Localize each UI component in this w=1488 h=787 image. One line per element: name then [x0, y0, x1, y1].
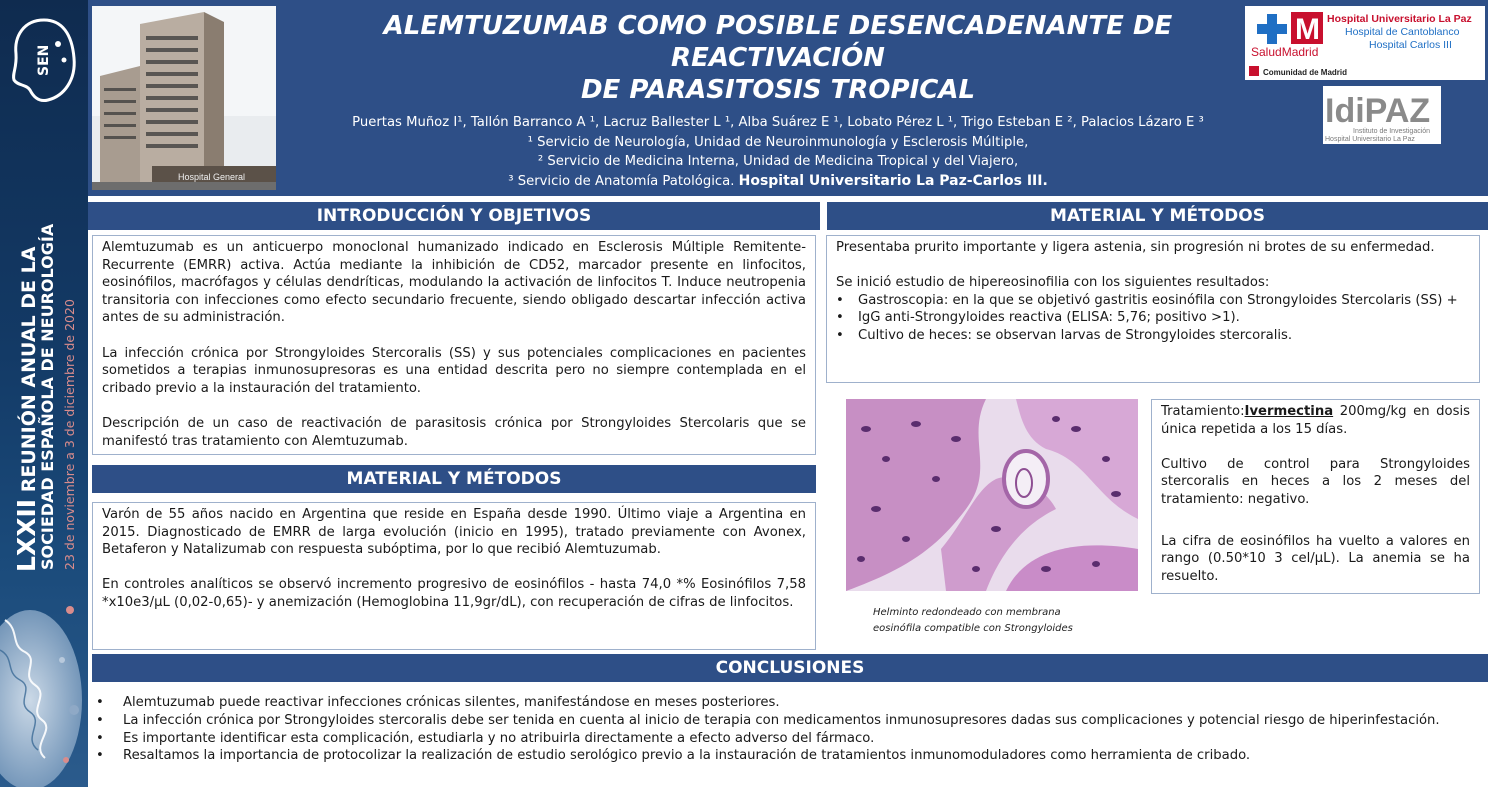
hospital-building-photo — [92, 6, 276, 190]
treatment-paragraph: Tratamiento:Ivermectina 200mg/kg en dosis única repetida a los 15 días. — [1161, 404, 1470, 437]
title-line-3: DE PARASITOSIS TROPICAL — [580, 75, 976, 105]
treatment-drug: Ivermectina — [1244, 404, 1334, 419]
conclusion-item: • Es importante identificar esta complicación, estudiarla y no atribuirla directamente a efecto adverso del fármaco. — [96, 730, 875, 746]
author-list: Puertas Muñoz I¹, Tallón Barranco A ¹, Lacruz Ballester L ¹, Alba Suárez E ¹, Lobato Pérez L ¹, Trigo Esteban E ², Palacios Lázaro E ³ — [352, 115, 1204, 130]
svg-text:SaludMadrid: SaludMadrid — [1251, 45, 1319, 59]
brain-illustration — [0, 590, 88, 787]
svg-text:Hospital General: Hospital General — [178, 172, 246, 182]
intro-paragraph-3: Descripción de un caso de reactivación de parasitosis crónica por Strongyloides Stercolaris que se manifestó tras tratamiento con Alemtuzumab. — [102, 415, 806, 449]
poster-header — [88, 0, 1488, 196]
histology-image — [846, 399, 1138, 591]
authors-block — [288, 113, 1268, 191]
conclusions-heading: CONCLUSIONES — [92, 654, 1488, 682]
title-line-1: ALEMTUZUMAB COMO POSIBLE DESENCADENANTE DE — [383, 11, 1173, 41]
control-culture-paragraph: Cultivo de control para Strongyloides stercoralis en heces a los 2 meses del tratamiento: negativo. — [1161, 456, 1470, 507]
title-line-2: REACTIVACIÓN — [671, 43, 885, 73]
conclusions-list — [96, 694, 1476, 765]
case-paragraph-2: En controles analíticos se observó incremento progresivo de eosinófilos - hasta 74,0 *% Eosinófilos 7,58 *x10e3/µL (0,02-0,65)- y anemización (Hemoglobina 11,9gr/dL), con recuperación de cifras de linfocitos. — [102, 577, 806, 610]
affiliation-1: ¹ Servicio de Neurología, Unidad de Neuroinmunología y Esclerosis Múltiple, — [527, 134, 1029, 150]
conclusion-item: • La infección crónica por Strongyloides stercoralis debe ser tenida en cuenta al inicio de terapia con medicamentos inmunosupresores dadas sus complicaciones y potencial riesgo de hiperinfestación. — [96, 712, 1440, 728]
conference-dates: 23 de noviembre a 3 de diciembre de 2020 — [62, 299, 77, 570]
study-result-item: • Cultivo de heces: se observan larvas de Strongyloides stercoralis. — [836, 327, 1293, 343]
case-paragraph-1: Varón de 55 años nacido en Argentina que reside en España desde 1990. Último viaje a Argentina en 2015. Diagnosticado de EMRR de larga evolución (inicio en 1995), tratado previamente con Avonex, Betaferon y Natalizumab con respuesta subóptima, por lo que recibió Alemtuzumab. — [102, 507, 806, 558]
svg-text:Hospital Universitario La Paz: Hospital Universitario La Paz — [1325, 136, 1415, 143]
affiliation-3: ³ Servicio de Anatomía Patológica. Hospital Universitario La Paz-Carlos III. — [508, 172, 1048, 189]
methods-heading-right: MATERIAL Y MÉTODOS — [827, 202, 1488, 230]
conclusion-item: • Resaltamos la importancia de protocolizar la realización de estudio serológico previo a la instauración de tratamientos inmunomoduladores como herramienta de cribado. — [96, 748, 1251, 764]
svg-text:Hospital Universitario La Paz: Hospital Universitario La Paz — [1327, 13, 1472, 25]
svg-text:M: M — [1295, 13, 1320, 46]
svg-text:Comunidad de Madrid: Comunidad de Madrid — [1263, 68, 1347, 77]
conference-name-line1: LXXII REUNIÓN ANUAL DE LA — [12, 246, 41, 572]
svg-text:Hospital de Cantoblanco: Hospital de Cantoblanco — [1345, 26, 1460, 38]
svg-text:Instituto de Investigación: Instituto de Investigación — [1353, 128, 1431, 135]
intro-paragraph-1: Alemtuzumab es un anticuerpo monoclonal humanizado indicado en Esclerosis Múltiple Remitente-Recurrente (EMRR) activa. Actúa mediante la inhibición de CD52, marcador presente en linfocitos, eosinófilos, macrófagos y células dendríticas, modulando la activación de linfocitos T. Induce neutropenia transitoria con infecciones como efecto secundario frecuente, siendo obligado descartar infección activa antes de su administración. — [102, 240, 806, 326]
svg-text:Hospital Carlos III: Hospital Carlos III — [1369, 39, 1452, 51]
idipaz-logo — [1323, 86, 1441, 144]
intro-heading: INTRODUCCIÓN Y OBJETIVOS — [88, 202, 820, 230]
study-result-item: • Gastroscopia: en la que se objetivó gastritis eosinófila con Strongyloides Stercolaris (SS) + — [836, 292, 1458, 308]
intro-paragraph-2: La infección crónica por Strongyloides Stercoralis (SS) y sus potenciales complicaciones en pacientes sometidos a terapias inmunosupresoras es una entidad descrita pero no siempre contemplada en el cribado previo a la instauración del tratamiento. — [102, 345, 806, 396]
svg-text:IdiPAZ: IdiPAZ — [1325, 92, 1431, 130]
poster-title — [328, 10, 1228, 106]
affiliation-hospital: Hospital Universitario La Paz-Carlos III. — [738, 172, 1048, 189]
conference-sidebar — [0, 0, 88, 787]
conclusion-item: • Alemtuzumab puede reactivar infecciones crónicas silentes, manifestándose en meses posteriores. — [96, 695, 780, 710]
study-result-item: • IgG anti-Strongyloides reactiva (ELISA: 5,76; positivo >1). — [836, 310, 1240, 326]
methods-content-right — [826, 235, 1480, 383]
study-intro: Se inició estudio de hipereosinofilia con los siguientes resultados: — [836, 275, 1270, 291]
histology-caption: Helminto redondeado con membrana eosinófila compatible con Strongyloides — [873, 607, 1073, 634]
methods-content-left — [92, 502, 816, 650]
outcome-paragraph: La cifra de eosinófilos ha vuelto a valores en rango (0.50*10 3 cel/µL). La anemia se ha resuelto. — [1161, 533, 1470, 584]
affiliation-2: ² Servicio de Medicina Interna, Unidad de Medicina Tropical y del Viajero, — [537, 154, 1019, 169]
sen-logo-text: SEN — [36, 44, 52, 76]
treatment-box — [1151, 399, 1480, 594]
intro-content — [92, 235, 816, 455]
conference-name-line2: SOCIEDAD ESPAÑOLA DE NEUROLOGÍA — [38, 223, 57, 570]
symptoms-paragraph: Presentaba prurito importante y ligera astenia, sin progresión ni brotes de su enfermedad. — [836, 240, 1435, 255]
methods-heading-left: MATERIAL Y MÉTODOS — [92, 465, 816, 493]
hospital-la-paz-logo — [1245, 6, 1485, 80]
